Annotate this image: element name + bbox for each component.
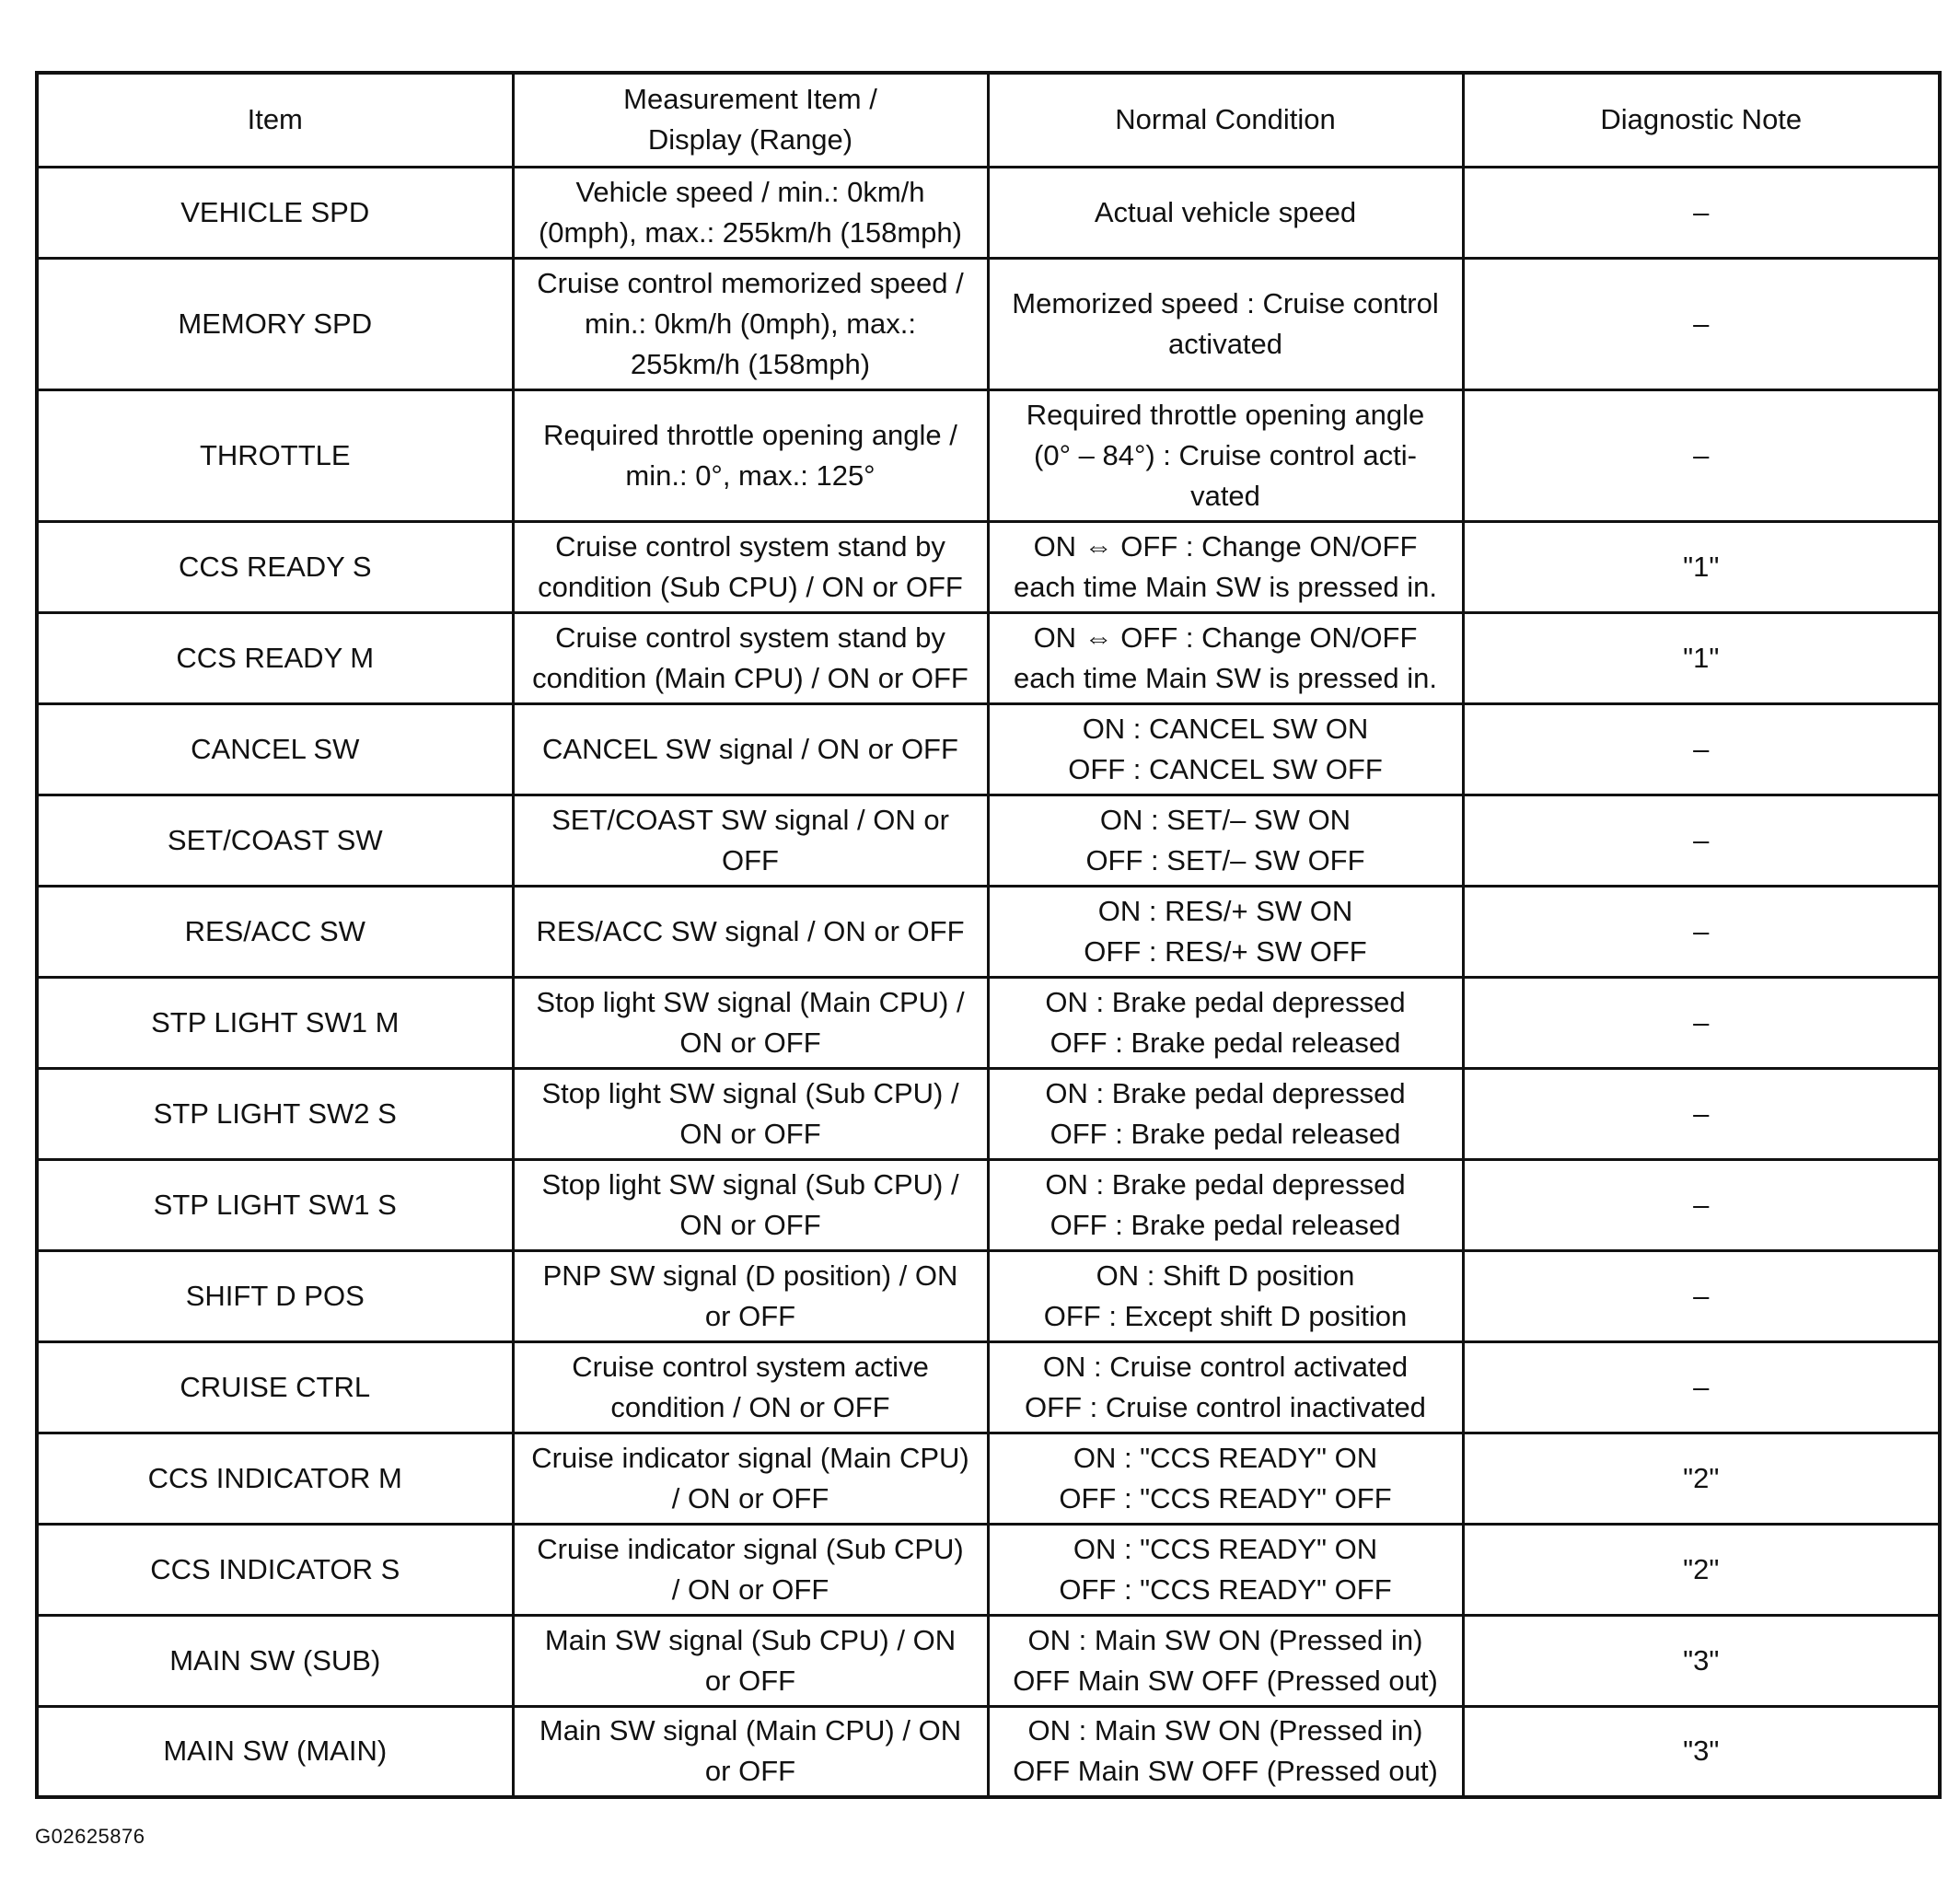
cell-diagnostic-note-text: – bbox=[1693, 914, 1710, 947]
cell-diagnostic-note-text: "1" bbox=[1683, 641, 1720, 674]
cell-measurement-item-text: Cruise indicator signal (Sub CPU) / ON or OFF bbox=[537, 1532, 964, 1606]
column-header-measurement-item: Measurement Item / Display (Range) bbox=[513, 73, 988, 167]
cell-diagnostic-note bbox=[1463, 1433, 1940, 1524]
cell-normal-condition bbox=[988, 612, 1463, 703]
cell-diagnostic-note bbox=[1463, 167, 1940, 258]
cell-normal-condition-text: ON : SET/– SW ON OFF : SET/– SW OFF bbox=[1085, 803, 1365, 876]
cell-normal-condition-text: ON : Cruise control activated OFF : Cruise control inactivated bbox=[1025, 1350, 1426, 1423]
cell-item-text: CANCEL SW bbox=[191, 732, 360, 765]
cell-diagnostic-note bbox=[1463, 1250, 1940, 1341]
table-row bbox=[37, 612, 1940, 703]
cell-measurement-item-text: SET/COAST SW signal / ON or OFF bbox=[551, 803, 949, 876]
cell-measurement-item bbox=[513, 795, 988, 886]
table-row bbox=[37, 1615, 1940, 1706]
cell-normal-condition bbox=[988, 1250, 1463, 1341]
cell-normal-condition-text: ON : Brake pedal depressed OFF : Brake pedal released bbox=[1045, 985, 1406, 1059]
cell-diagnostic-note-text: – bbox=[1693, 732, 1710, 765]
cell-diagnostic-note bbox=[1463, 703, 1940, 795]
cell-normal-condition bbox=[988, 1615, 1463, 1706]
cell-item bbox=[37, 977, 513, 1068]
cell-measurement-item bbox=[513, 1524, 988, 1615]
cell-normal-condition-text: ON : Shift D position OFF : Except shift D position bbox=[1043, 1259, 1408, 1332]
column-header-diagnostic-note: Diagnostic Note bbox=[1463, 73, 1940, 167]
cell-item bbox=[37, 703, 513, 795]
cell-item-text: RES/ACC SW bbox=[184, 914, 365, 947]
cell-normal-condition bbox=[988, 1341, 1463, 1433]
cell-normal-condition bbox=[988, 1159, 1463, 1250]
cell-normal-condition-text: ON : CANCEL SW ON OFF : CANCEL SW OFF bbox=[1068, 712, 1383, 785]
cell-item bbox=[37, 886, 513, 977]
diagnostic-data-table bbox=[35, 71, 1942, 1799]
cell-item-text: STP LIGHT SW1 S bbox=[153, 1188, 397, 1221]
cell-measurement-item bbox=[513, 977, 988, 1068]
cell-measurement-item bbox=[513, 1433, 988, 1524]
cell-normal-condition bbox=[988, 389, 1463, 521]
cell-item-text: SHIFT D POS bbox=[185, 1279, 365, 1312]
cell-item-text: CCS READY M bbox=[176, 641, 375, 674]
cell-item bbox=[37, 167, 513, 258]
cell-measurement-item bbox=[513, 703, 988, 795]
cell-normal-condition-text: ON : "CCS READY" ON OFF : "CCS READY" OFF bbox=[1059, 1532, 1392, 1606]
cell-measurement-item-text: Cruise control system stand by condition (Sub CPU) / ON or OFF bbox=[538, 529, 963, 603]
table-row bbox=[37, 977, 1940, 1068]
cell-diagnostic-note bbox=[1463, 258, 1940, 389]
cell-measurement-item-text: Cruise control system active condition / ON or OFF bbox=[572, 1350, 929, 1423]
cell-diagnostic-note-text: "1" bbox=[1683, 550, 1720, 583]
cell-diagnostic-note-text: – bbox=[1693, 1188, 1710, 1221]
cell-normal-condition bbox=[988, 1068, 1463, 1159]
cell-item bbox=[37, 258, 513, 389]
cell-normal-condition-text: Actual vehicle speed bbox=[1094, 195, 1357, 228]
table-row bbox=[37, 1159, 1940, 1250]
cell-item bbox=[37, 1706, 513, 1797]
table-header-row bbox=[37, 73, 1940, 167]
cell-measurement-item bbox=[513, 612, 988, 703]
cell-measurement-item-text: Main SW signal (Main CPU) / ON or OFF bbox=[539, 1714, 962, 1788]
cell-item bbox=[37, 1159, 513, 1250]
cell-diagnostic-note bbox=[1463, 795, 1940, 886]
cell-diagnostic-note-text: – bbox=[1693, 1279, 1710, 1312]
table-row bbox=[37, 703, 1940, 795]
figure-id-label: G02625876 bbox=[35, 1825, 145, 1848]
table-row bbox=[37, 521, 1940, 612]
cell-item bbox=[37, 1068, 513, 1159]
cell-diagnostic-note bbox=[1463, 612, 1940, 703]
cell-measurement-item-text: Vehicle speed / min.: 0km/h (0mph), max.: 255km/h (158mph) bbox=[538, 175, 962, 249]
table-row bbox=[37, 795, 1940, 886]
cell-item-text: MAIN SW (SUB) bbox=[169, 1643, 381, 1677]
cell-diagnostic-note bbox=[1463, 886, 1940, 977]
table-row bbox=[37, 258, 1940, 389]
cell-measurement-item bbox=[513, 1615, 988, 1706]
cell-diagnostic-note bbox=[1463, 1524, 1940, 1615]
cell-item-text: STP LIGHT SW2 S bbox=[153, 1097, 397, 1130]
cell-item-text: CCS INDICATOR S bbox=[150, 1552, 400, 1585]
cell-measurement-item bbox=[513, 1159, 988, 1250]
cell-diagnostic-note-text: "3" bbox=[1683, 1735, 1720, 1768]
cell-item bbox=[37, 1433, 513, 1524]
cell-measurement-item bbox=[513, 886, 988, 977]
cell-diagnostic-note bbox=[1463, 389, 1940, 521]
cell-measurement-item bbox=[513, 1341, 988, 1433]
cell-item-text: THROTTLE bbox=[199, 438, 351, 471]
table-row bbox=[37, 389, 1940, 521]
cell-item-text: MEMORY SPD bbox=[178, 307, 373, 340]
cell-normal-condition bbox=[988, 167, 1463, 258]
table-row bbox=[37, 886, 1940, 977]
cell-measurement-item-text: Cruise indicator signal (Main CPU) / ON or OFF bbox=[531, 1441, 969, 1514]
cell-diagnostic-note-text: – bbox=[1693, 438, 1710, 471]
cell-item bbox=[37, 389, 513, 521]
cell-measurement-item bbox=[513, 1068, 988, 1159]
cell-diagnostic-note-text: – bbox=[1693, 1005, 1710, 1039]
cell-diagnostic-note bbox=[1463, 977, 1940, 1068]
cell-measurement-item-text: PNP SW signal (D position) / ON or OFF bbox=[542, 1259, 958, 1332]
cell-item-text: STP LIGHT SW1 M bbox=[151, 1005, 400, 1039]
table-row bbox=[37, 1341, 1940, 1433]
cell-normal-condition bbox=[988, 258, 1463, 389]
cell-measurement-item-text: Stop light SW signal (Sub CPU) / ON or OFF bbox=[541, 1076, 959, 1150]
cell-normal-condition-text: ON ⇔ OFF : Change ON/OFF each time Main SW is pressed in. bbox=[1013, 529, 1437, 603]
cell-measurement-item-text: Cruise control system stand by condition (Main CPU) / ON or OFF bbox=[532, 621, 968, 694]
cell-item-text: SET/COAST SW bbox=[167, 823, 383, 856]
cell-item-text: MAIN SW (MAIN) bbox=[163, 1735, 388, 1768]
cell-normal-condition-text: ON : Brake pedal depressed OFF : Brake pedal released bbox=[1045, 1167, 1406, 1241]
cell-normal-condition bbox=[988, 886, 1463, 977]
cell-diagnostic-note bbox=[1463, 1615, 1940, 1706]
cell-diagnostic-note-text: "2" bbox=[1683, 1461, 1720, 1494]
cell-normal-condition bbox=[988, 1706, 1463, 1797]
cell-item-text: VEHICLE SPD bbox=[180, 195, 370, 228]
table-row bbox=[37, 1068, 1940, 1159]
cell-item bbox=[37, 1615, 513, 1706]
cell-normal-condition bbox=[988, 1524, 1463, 1615]
table-row bbox=[37, 1433, 1940, 1524]
cell-measurement-item-text: Stop light SW signal (Sub CPU) / ON or OFF bbox=[541, 1167, 959, 1241]
cell-item bbox=[37, 1250, 513, 1341]
cell-diagnostic-note bbox=[1463, 521, 1940, 612]
column-header-item: Item bbox=[37, 73, 513, 167]
table-row bbox=[37, 1250, 1940, 1341]
cell-normal-condition-text: ON : Main SW ON (Pressed in) OFF Main SW OFF (Pressed out) bbox=[1013, 1714, 1438, 1788]
cell-normal-condition-text: ON ⇔ OFF : Change ON/OFF each time Main SW is pressed in. bbox=[1013, 621, 1437, 694]
cell-item bbox=[37, 795, 513, 886]
cell-normal-condition bbox=[988, 1433, 1463, 1524]
cell-measurement-item-text: Cruise control memorized speed / min.: 0km/h (0mph), max.: 255km/h (158mph) bbox=[537, 266, 964, 380]
cell-measurement-item bbox=[513, 1706, 988, 1797]
cell-item-text: CRUISE CTRL bbox=[180, 1370, 371, 1403]
cell-diagnostic-note-text: – bbox=[1693, 307, 1710, 340]
cell-measurement-item-text: CANCEL SW signal / ON or OFF bbox=[542, 732, 958, 765]
table-row bbox=[37, 167, 1940, 258]
cell-measurement-item bbox=[513, 258, 988, 389]
cell-normal-condition bbox=[988, 795, 1463, 886]
cell-measurement-item bbox=[513, 1250, 988, 1341]
cell-measurement-item bbox=[513, 521, 988, 612]
cell-measurement-item bbox=[513, 167, 988, 258]
cell-diagnostic-note bbox=[1463, 1341, 1940, 1433]
cell-measurement-item-text: Main SW signal (Sub CPU) / ON or OFF bbox=[544, 1623, 957, 1697]
cell-normal-condition-text: ON : "CCS READY" ON OFF : "CCS READY" OFF bbox=[1059, 1441, 1392, 1514]
cell-item-text: CCS INDICATOR M bbox=[147, 1461, 402, 1494]
cell-item-text: CCS READY S bbox=[178, 550, 372, 583]
column-header-normal-condition: Normal Condition bbox=[988, 73, 1463, 167]
cell-diagnostic-note bbox=[1463, 1706, 1940, 1797]
cell-item bbox=[37, 521, 513, 612]
cell-item bbox=[37, 1524, 513, 1615]
cell-diagnostic-note bbox=[1463, 1159, 1940, 1250]
cell-diagnostic-note-text: "2" bbox=[1683, 1552, 1720, 1585]
cell-normal-condition bbox=[988, 703, 1463, 795]
table-row bbox=[37, 1524, 1940, 1615]
cell-diagnostic-note-text: "3" bbox=[1683, 1643, 1720, 1677]
cell-item bbox=[37, 1341, 513, 1433]
cell-diagnostic-note-text: – bbox=[1693, 195, 1710, 228]
cell-diagnostic-note-text: – bbox=[1693, 823, 1710, 856]
cell-normal-condition-text: Memorized speed : Cruise control activated bbox=[1012, 286, 1439, 360]
table-row bbox=[37, 1706, 1940, 1797]
cell-measurement-item-text: Stop light SW signal (Main CPU) / ON or OFF bbox=[536, 985, 965, 1059]
cell-item bbox=[37, 612, 513, 703]
cell-measurement-item-text: RES/ACC SW signal / ON or OFF bbox=[536, 914, 965, 947]
cell-normal-condition bbox=[988, 521, 1463, 612]
cell-diagnostic-note-text: – bbox=[1693, 1370, 1710, 1403]
cell-diagnostic-note-text: – bbox=[1693, 1097, 1710, 1130]
cell-diagnostic-note bbox=[1463, 1068, 1940, 1159]
cell-measurement-item-text: Required throttle opening angle / min.: 0°, max.: 125° bbox=[543, 418, 957, 492]
cell-normal-condition-text: Required throttle opening angle (0° – 84°) : Cruise control acti- vated bbox=[1026, 398, 1425, 512]
cell-normal-condition-text: ON : Main SW ON (Pressed in) OFF Main SW OFF (Pressed out) bbox=[1013, 1623, 1438, 1697]
cell-normal-condition bbox=[988, 977, 1463, 1068]
cell-measurement-item bbox=[513, 389, 988, 521]
cell-normal-condition-text: ON : Brake pedal depressed OFF : Brake pedal released bbox=[1045, 1076, 1406, 1150]
cell-normal-condition-text: ON : RES/+ SW ON OFF : RES/+ SW OFF bbox=[1084, 894, 1367, 968]
